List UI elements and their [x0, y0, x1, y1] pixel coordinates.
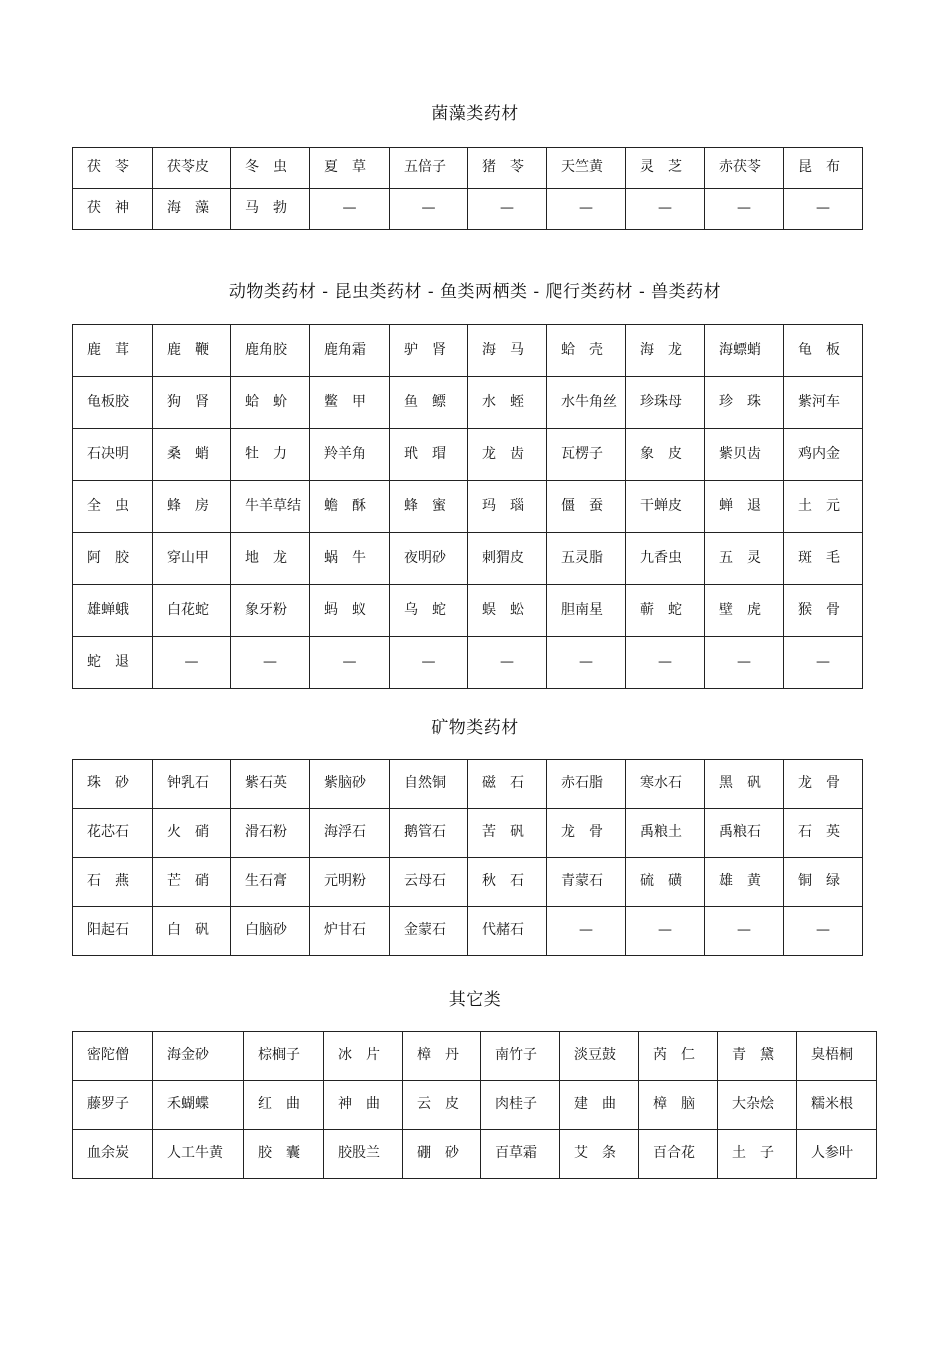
- table-row: [73, 809, 863, 858]
- table-cell: 鹿角胶: [231, 325, 310, 377]
- table-cell: 蟾 酥: [310, 481, 390, 533]
- fungi-algae-table: [72, 147, 863, 230]
- table-cell: 鸡内金: [784, 429, 863, 481]
- table-cell: 石 英: [784, 809, 863, 858]
- table-cell: —: [310, 189, 390, 230]
- table-cell: 夜明砂: [390, 533, 468, 585]
- table-cell: 钟乳石: [153, 760, 231, 809]
- table-cell: 蜈 蚣: [468, 585, 547, 637]
- table-cell: 桑 蛸: [153, 429, 231, 481]
- table-cell: 紫脑砂: [310, 760, 390, 809]
- table-cell: —: [626, 907, 705, 956]
- table-cell: 水 蛭: [468, 377, 547, 429]
- table-cell: —: [626, 189, 705, 230]
- table-cell: 白脑砂: [231, 907, 310, 956]
- table-cell: 鹿 茸: [73, 325, 153, 377]
- table-cell: 芮 仁: [639, 1032, 718, 1081]
- table-cell: 臭梧桐: [797, 1032, 877, 1081]
- table-cell: 人参叶: [797, 1130, 877, 1179]
- mineral-table: [72, 759, 863, 956]
- table-row: [73, 907, 863, 956]
- table-cell: 胶股兰: [324, 1130, 403, 1179]
- table-cell: —: [705, 907, 784, 956]
- table-cell: 驴 肾: [390, 325, 468, 377]
- table-row: [73, 1130, 877, 1179]
- table-cell: 棕榈子: [244, 1032, 324, 1081]
- table-cell: 鹿 鞭: [153, 325, 231, 377]
- table-cell: —: [231, 637, 310, 689]
- table-row: [73, 858, 863, 907]
- table-cell: 艾 条: [560, 1130, 639, 1179]
- table-cell: —: [784, 907, 863, 956]
- table-cell: 茯苓皮: [153, 148, 231, 189]
- table-cell: 水牛角丝: [547, 377, 626, 429]
- table-cell: 海浮石: [310, 809, 390, 858]
- table-cell: 茯 苓: [73, 148, 153, 189]
- table-cell: 红 曲: [244, 1081, 324, 1130]
- table-cell: —: [705, 189, 784, 230]
- table-cell: 建 曲: [560, 1081, 639, 1130]
- table-cell: 干蝉皮: [626, 481, 705, 533]
- table-cell: 铜 绿: [784, 858, 863, 907]
- table-cell: 禾蝴蝶: [153, 1081, 244, 1130]
- table-cell: 石 燕: [73, 858, 153, 907]
- table-row: [73, 533, 863, 585]
- table-cell: 白花蛇: [153, 585, 231, 637]
- table-cell: 寒水石: [626, 760, 705, 809]
- table-cell: —: [626, 637, 705, 689]
- table-cell: 羚羊角: [310, 429, 390, 481]
- table-cell: 大杂烩: [718, 1081, 797, 1130]
- table-cell: 龙 骨: [784, 760, 863, 809]
- table-cell: 云母石: [390, 858, 468, 907]
- table-cell: 苦 矾: [468, 809, 547, 858]
- animal-table: [72, 324, 863, 689]
- table-cell: 百合花: [639, 1130, 718, 1179]
- table-cell: 自然铜: [390, 760, 468, 809]
- table-cell: 云 皮: [403, 1081, 481, 1130]
- table-cell: 蝉 退: [705, 481, 784, 533]
- table-cell: 血余炭: [73, 1130, 153, 1179]
- table-cell: 蜗 牛: [310, 533, 390, 585]
- table-cell: 阿 胶: [73, 533, 153, 585]
- table-cell: 夏 草: [310, 148, 390, 189]
- table-cell: 糯米根: [797, 1081, 877, 1130]
- table-row: [73, 760, 863, 809]
- table-cell: 蕲 蛇: [626, 585, 705, 637]
- table-cell: 胶 囊: [244, 1130, 324, 1179]
- table-cell: 狗 肾: [153, 377, 231, 429]
- table-cell: 紫石英: [231, 760, 310, 809]
- table-cell: 灵 芝: [626, 148, 705, 189]
- table-cell: 猴 骨: [784, 585, 863, 637]
- table-cell: —: [390, 189, 468, 230]
- table-cell: —: [468, 637, 547, 689]
- table-cell: 鳖 甲: [310, 377, 390, 429]
- table-cell: 赤石脂: [547, 760, 626, 809]
- table-cell: 炉甘石: [310, 907, 390, 956]
- section-title-fungi-algae: 菌藻类药材: [431, 104, 519, 124]
- table-cell: 青蒙石: [547, 858, 626, 907]
- table-cell: 茯 神: [73, 189, 153, 230]
- table-cell: 火 硝: [153, 809, 231, 858]
- table-cell: 淡豆鼓: [560, 1032, 639, 1081]
- table-cell: 猪 苓: [468, 148, 547, 189]
- table-cell: —: [547, 189, 626, 230]
- table-cell: 雄蝉蛾: [73, 585, 153, 637]
- table-cell: 樟 脑: [639, 1081, 718, 1130]
- table-cell: 蚂 蚁: [310, 585, 390, 637]
- table-cell: 南竹子: [481, 1032, 560, 1081]
- table-row: [73, 325, 863, 377]
- table-cell: 全 虫: [73, 481, 153, 533]
- table-row: [73, 148, 863, 189]
- table-cell: 雄 黄: [705, 858, 784, 907]
- table-cell: 人工牛黄: [153, 1130, 244, 1179]
- table-cell: 藤罗子: [73, 1081, 153, 1130]
- table-cell: 鹿角霜: [310, 325, 390, 377]
- table-cell: 海金砂: [153, 1032, 244, 1081]
- table-cell: 蜂 蜜: [390, 481, 468, 533]
- table-cell: 乌 蛇: [390, 585, 468, 637]
- table-cell: 黑 矾: [705, 760, 784, 809]
- table-row: [73, 189, 863, 230]
- table-cell: 生石膏: [231, 858, 310, 907]
- table-cell: 阳起石: [73, 907, 153, 956]
- table-cell: 硫 磺: [626, 858, 705, 907]
- table-cell: 禹粮石: [705, 809, 784, 858]
- table-cell: 斑 毛: [784, 533, 863, 585]
- table-cell: 白 矾: [153, 907, 231, 956]
- table-cell: 海 马: [468, 325, 547, 377]
- table-cell: 赤茯苓: [705, 148, 784, 189]
- table-cell: 鹅管石: [390, 809, 468, 858]
- table-cell: —: [784, 189, 863, 230]
- table-cell: 穿山甲: [153, 533, 231, 585]
- table-cell: 龟板胶: [73, 377, 153, 429]
- table-cell: 刺猬皮: [468, 533, 547, 585]
- table-cell: 象 皮: [626, 429, 705, 481]
- table-cell: 珠 砂: [73, 760, 153, 809]
- section-title-other: 其它类: [448, 990, 502, 1010]
- table-cell: 牛羊草结: [231, 481, 310, 533]
- table-cell: —: [547, 907, 626, 956]
- section-title-mineral: 矿物类药材: [431, 718, 519, 738]
- table-cell: 鱼 鳔: [390, 377, 468, 429]
- table-cell: 代赭石: [468, 907, 547, 956]
- table-cell: 龟 板: [784, 325, 863, 377]
- table-cell: 蛇 退: [73, 637, 153, 689]
- table-cell: 海 藻: [153, 189, 231, 230]
- table-cell: 冰 片: [324, 1032, 403, 1081]
- table-cell: 海螵蛸: [705, 325, 784, 377]
- table-cell: 密陀僧: [73, 1032, 153, 1081]
- table-cell: —: [153, 637, 231, 689]
- table-cell: 花芯石: [73, 809, 153, 858]
- table-cell: 青 黛: [718, 1032, 797, 1081]
- table-cell: 秋 石: [468, 858, 547, 907]
- table-cell: 紫河车: [784, 377, 863, 429]
- table-cell: 海 龙: [626, 325, 705, 377]
- table-cell: 玛 瑙: [468, 481, 547, 533]
- table-cell: 冬 虫: [231, 148, 310, 189]
- table-row: [73, 1081, 877, 1130]
- table-cell: 蛤 壳: [547, 325, 626, 377]
- table-cell: 土 子: [718, 1130, 797, 1179]
- table-cell: 牡 力: [231, 429, 310, 481]
- table-cell: 珍 珠: [705, 377, 784, 429]
- table-cell: 紫贝齿: [705, 429, 784, 481]
- table-row: [73, 481, 863, 533]
- table-cell: 滑石粉: [231, 809, 310, 858]
- table-cell: 土 元: [784, 481, 863, 533]
- table-cell: 元明粉: [310, 858, 390, 907]
- table-row: [73, 429, 863, 481]
- table-cell: 珍珠母: [626, 377, 705, 429]
- table-cell: 樟 丹: [403, 1032, 481, 1081]
- table-row: [73, 637, 863, 689]
- table-cell: 九香虫: [626, 533, 705, 585]
- table-row: [73, 585, 863, 637]
- table-cell: 蜂 房: [153, 481, 231, 533]
- table-cell: 龙 齿: [468, 429, 547, 481]
- table-cell: 僵 蚕: [547, 481, 626, 533]
- section-title-animal: 动物类药材 ‐ 昆虫类药材 ‐ 鱼类两栖类 ‐ 爬行类药材 ‐ 兽类药材: [228, 282, 722, 302]
- table-cell: 金蒙石: [390, 907, 468, 956]
- table-cell: —: [705, 637, 784, 689]
- table-cell: —: [547, 637, 626, 689]
- table-cell: 地 龙: [231, 533, 310, 585]
- table-cell: 天竺黄: [547, 148, 626, 189]
- table-cell: 马 勃: [231, 189, 310, 230]
- table-cell: 肉桂子: [481, 1081, 560, 1130]
- table-cell: —: [784, 637, 863, 689]
- table-cell: 磁 石: [468, 760, 547, 809]
- table-row: [73, 1032, 877, 1081]
- table-cell: 百草霜: [481, 1130, 560, 1179]
- table-cell: 昆 布: [784, 148, 863, 189]
- other-table: [72, 1031, 877, 1179]
- table-cell: 五灵脂: [547, 533, 626, 585]
- table-cell: —: [310, 637, 390, 689]
- table-cell: 玳 瑁: [390, 429, 468, 481]
- table-cell: —: [390, 637, 468, 689]
- table-cell: 硼 砂: [403, 1130, 481, 1179]
- table-cell: 瓦楞子: [547, 429, 626, 481]
- table-cell: —: [468, 189, 547, 230]
- table-cell: 芒 硝: [153, 858, 231, 907]
- table-cell: 石决明: [73, 429, 153, 481]
- table-cell: 蛤 蚧: [231, 377, 310, 429]
- table-row: [73, 377, 863, 429]
- table-cell: 神 曲: [324, 1081, 403, 1130]
- table-cell: 胆南星: [547, 585, 626, 637]
- table-cell: 龙 骨: [547, 809, 626, 858]
- table-cell: 壁 虎: [705, 585, 784, 637]
- table-cell: 五倍子: [390, 148, 468, 189]
- table-cell: 象牙粉: [231, 585, 310, 637]
- table-cell: 五 灵: [705, 533, 784, 585]
- table-cell: 禹粮土: [626, 809, 705, 858]
